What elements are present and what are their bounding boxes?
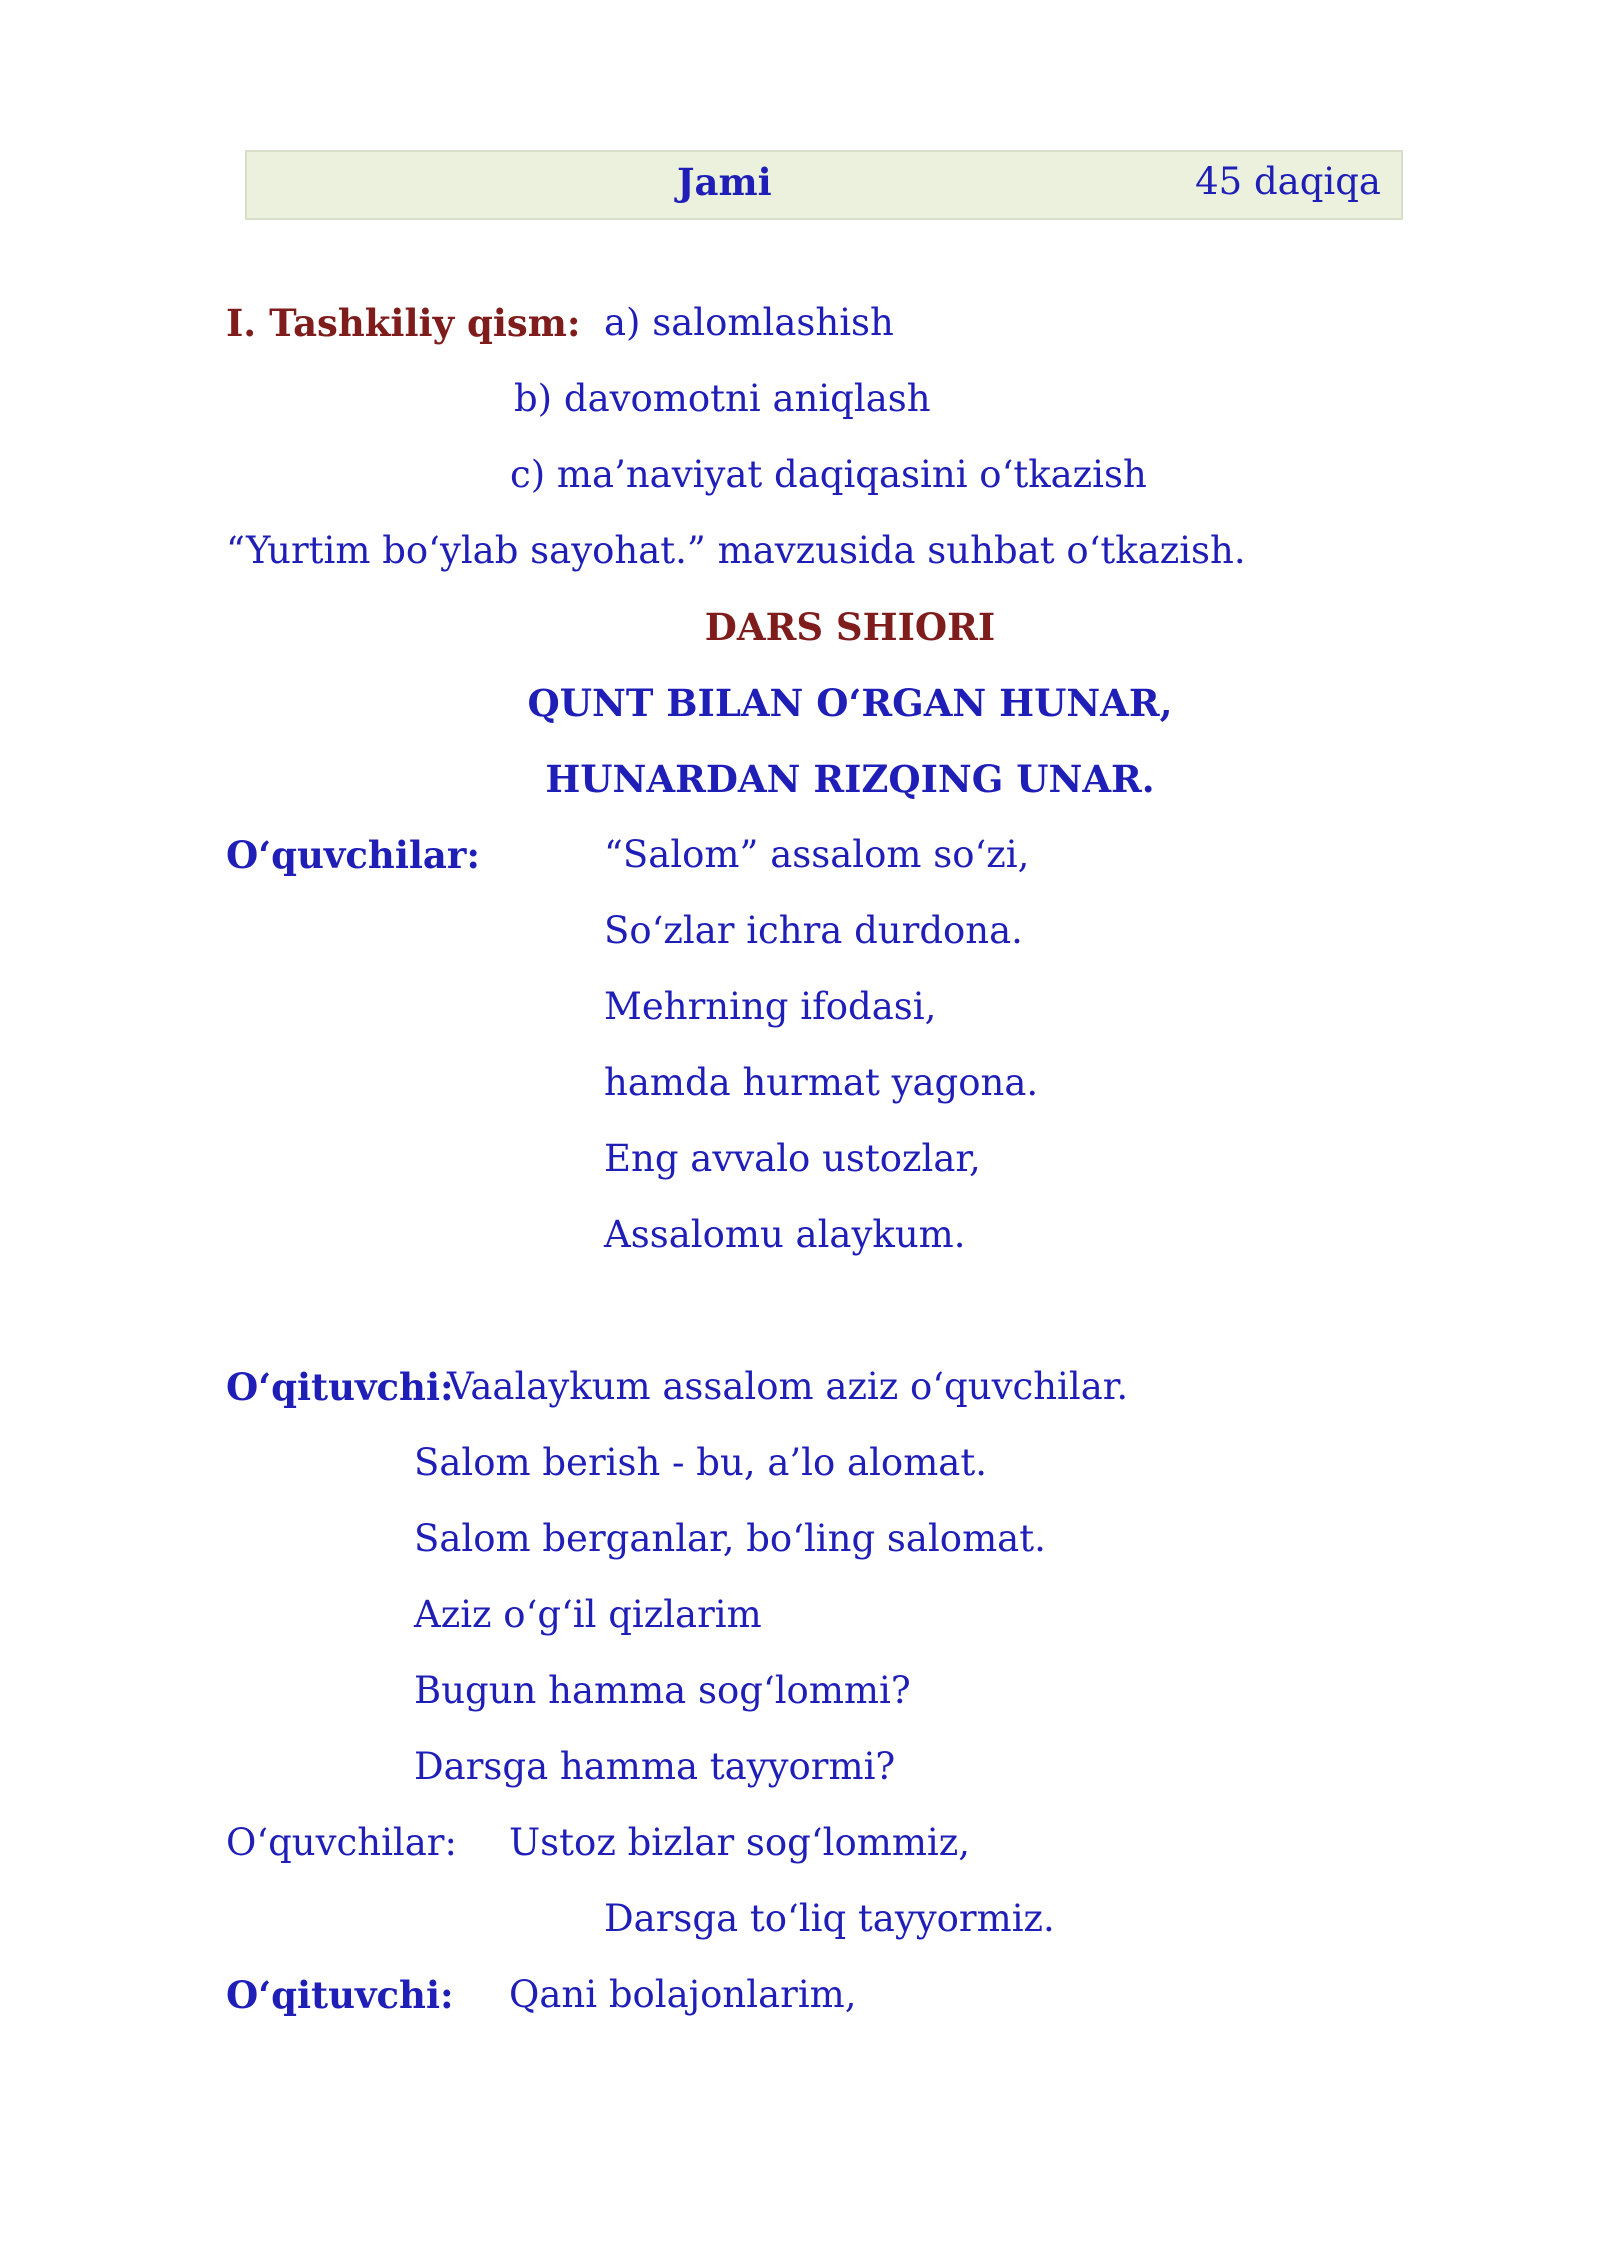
teacher-poem-line-5: Darsga hamma tayyormi? [414,1745,896,1788]
org-item-spiritual-minute: c) ma’naviyat daqiqasini o‘tkazish [510,453,1147,496]
students-poem-line-3: Mehrning ifodasi, [604,985,937,1028]
topic-line: “Yurtim bo‘ylab sayohat.” mavzusida suhbat o‘tkazish. [226,529,1246,572]
teacher-greeting-line: Vaalaykum assalom aziz o‘quvchilar. [447,1365,1129,1408]
motto-line-2: HUNARDAN RIZQING UNAR. [545,757,1155,801]
total-time-bar [245,150,1403,220]
teacher-poem-line-3: Aziz o‘g‘il qizlarim [414,1593,762,1636]
teacher-poem-line-1: Salom berish - bu, a’lo alomat. [414,1441,987,1484]
total-duration: 45 daqiqa [1195,160,1381,203]
students-poem-line-4: hamda hurmat yagona. [604,1061,1039,1104]
students-label-plain: O‘quvchilar: [226,1821,457,1864]
students-label: O‘quvchilar: [226,833,481,877]
org-section-heading: I. Tashkiliy qism: [226,301,581,345]
teacher-label: O‘qituvchi: [226,1365,454,1409]
teacher-poem-line-2: Salom berganlar, bo‘ling salomat. [414,1517,1046,1560]
students-reply-line-2: Darsga to‘liq tayyormiz. [604,1897,1055,1940]
org-item-greeting: a) salomlashish [604,301,894,344]
motto-line-1: QUNT BILAN O‘RGAN HUNAR, [527,681,1173,725]
students-poem-line-6: Assalomu alaykum. [604,1213,966,1256]
total-label: Jami [677,160,772,204]
motto-heading: DARS SHIORI [704,605,996,649]
students-poem-line-1: “Salom” assalom so‘zi, [604,833,1030,876]
teacher-last-line: Qani bolajonlarim, [509,1973,857,2016]
teacher-label-2: O‘qituvchi: [226,1973,454,2017]
org-item-attendance: b) davomotni aniqlash [514,377,931,420]
teacher-poem-line-4: Bugun hamma sog‘lommi? [414,1669,911,1712]
students-poem-line-5: Eng avvalo ustozlar, [604,1137,981,1180]
students-poem-line-2: So‘zlar ichra durdona. [604,909,1023,952]
students-reply-line-1: Ustoz bizlar sog‘lommiz, [509,1821,971,1864]
